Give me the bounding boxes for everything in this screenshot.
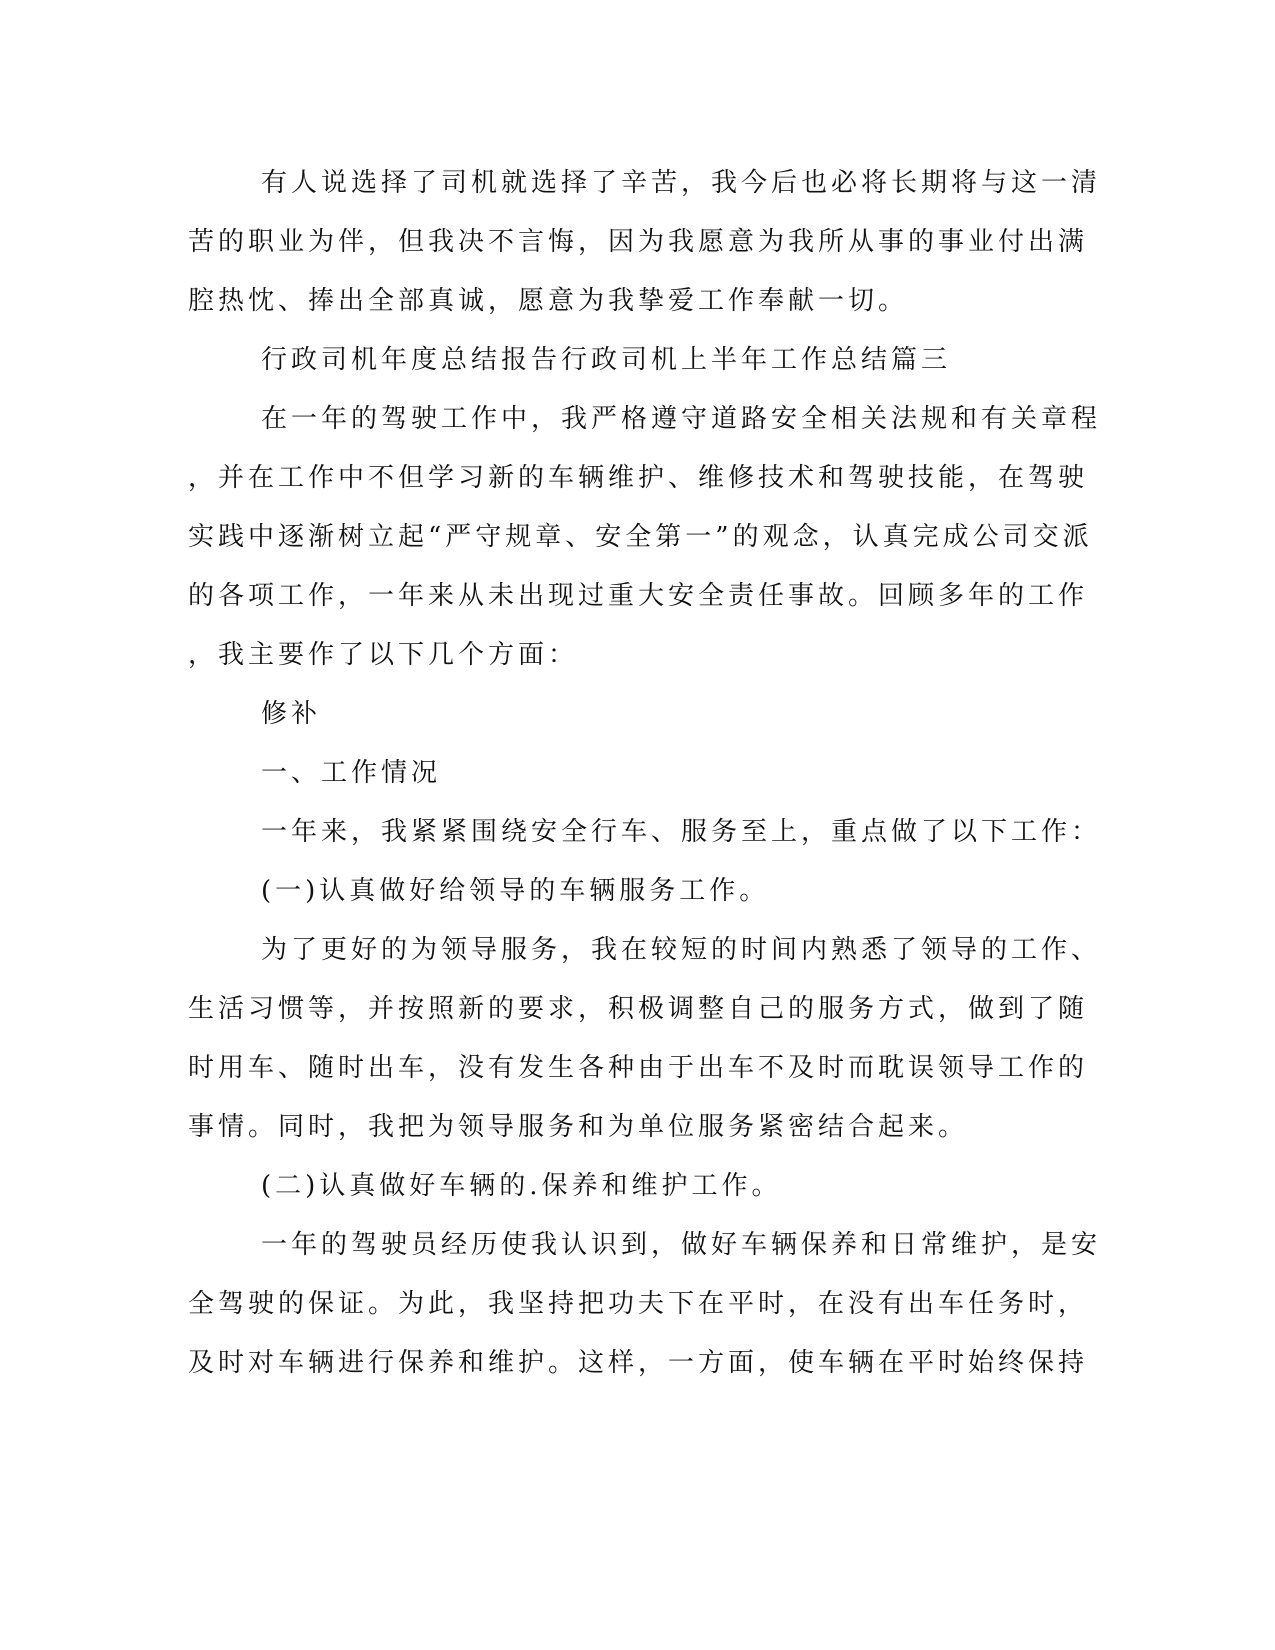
paragraph-line-2: 苦的职业为伴，但我决不言悔，因为我愿意为我所从事的事业付出满 — [188, 227, 1089, 257]
section-heading: 行政司机年度总结报告行政司机上半年工作总结篇三 — [261, 345, 952, 375]
subheading-1: (一)认真做好给领导的车辆服务工作。 — [261, 876, 770, 906]
paragraph-line-8: 的各项工作，一年来从未出现过重大安全责任事故。回顾多年的工作 — [188, 581, 1089, 611]
paragraph-line-14: 为了更好的为领导服务，我在较短的时间内熟悉了领导的工作、 — [261, 935, 1102, 965]
paragraph-line-12: 一年来，我紧紧围绕安全行车、服务至上，重点做了以下工作： — [261, 817, 1102, 847]
paragraph-line-21: 及时对车辆进行保养和维护。这样，一方面，使车辆在平时始终保持 — [188, 1348, 1089, 1378]
heading-work-situation: 一、工作情况 — [261, 758, 442, 788]
paragraph-line-7: 实践中逐渐树立起“严守规章、安全第一”的观念，认真完成公司交派 — [188, 522, 1093, 552]
heading-repair: 修补 — [261, 699, 322, 729]
paragraph-line-5: 在一年的驾驶工作中，我严格遵守道路安全相关法规和有关章程 — [261, 404, 1102, 434]
paragraph-line-15: 生活习惯等，并按照新的要求，积极调整自己的服务方式，做到了随 — [188, 994, 1089, 1024]
paragraph-line-17: 事情。同时，我把为领导服务和为单位服务紧密结合起来。 — [188, 1112, 969, 1142]
paragraph-line-3: 腔热忱、捧出全部真诚，愿意为我挚爱工作奉献一切。 — [188, 286, 909, 316]
paragraph-line-9: ，我主要作了以下几个方面： — [188, 640, 579, 670]
paragraph-line-20: 全驾驶的保证。为此，我坚持把功夫下在平时，在没有出车任务时， — [188, 1289, 1089, 1319]
paragraph-line-16: 时用车、随时出车，没有发生各种由于出车不及时而耽误领导工作的 — [188, 1053, 1089, 1083]
paragraph-line-1: 有人说选择了司机就选择了辛苦，我今后也必将长期将与这一清 — [261, 168, 1102, 198]
paragraph-line-6: ，并在工作中不但学习新的车辆维护、维修技术和驾驶技能，在驾驶 — [188, 463, 1089, 493]
subheading-2: (二)认真做好车辆的.保养和维护工作。 — [261, 1171, 782, 1201]
paragraph-line-19: 一年的驾驶员经历使我认识到，做好车辆保养和日常维护，是安 — [261, 1230, 1102, 1260]
